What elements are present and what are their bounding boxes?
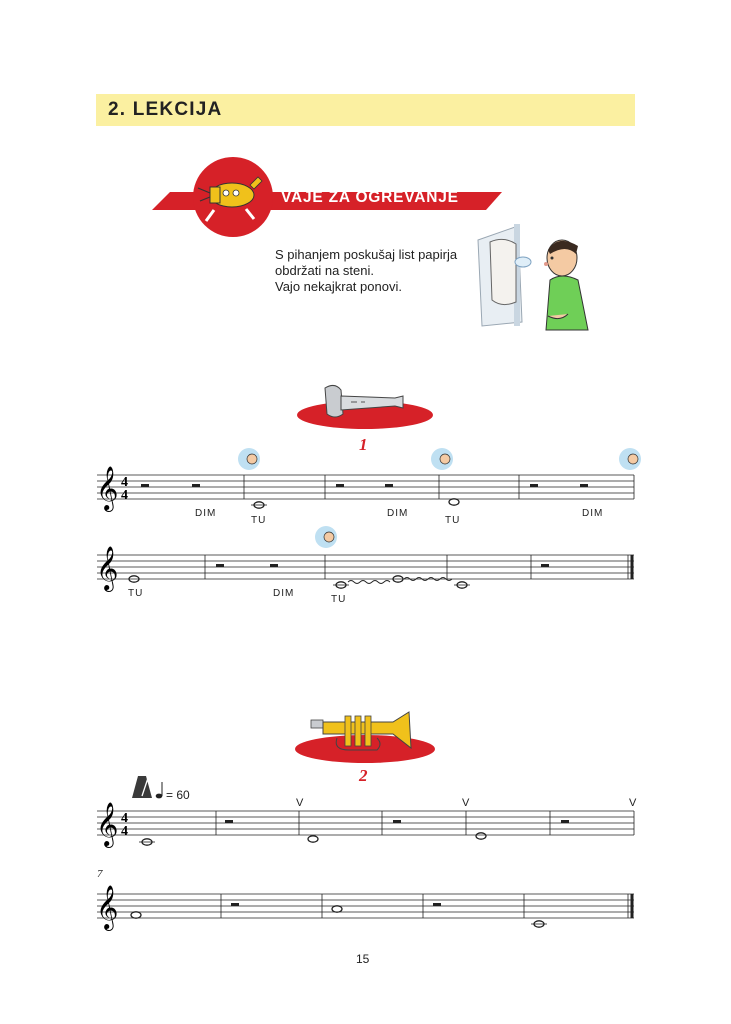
syllable-label: DIM (387, 508, 409, 519)
exercise-2-instrument (293, 708, 438, 764)
syllable-label: DIM (195, 508, 217, 519)
syllable-label: TU (331, 594, 347, 605)
tempo-value: = 60 (166, 788, 190, 802)
syllable-label: TU (445, 515, 461, 526)
syllable-label: TU (251, 515, 267, 526)
rests (216, 564, 549, 567)
exercise-1-score (0, 440, 731, 610)
syllable-label: DIM (273, 588, 295, 599)
treble-clef: 𝄞 (96, 802, 119, 846)
breathing-face-icon (315, 526, 337, 548)
measure-number: 7 (97, 868, 103, 880)
exercise-1-number: 1 (359, 435, 368, 454)
breathing-face-icon (238, 448, 641, 470)
svg-text:4: 4 (121, 488, 128, 503)
quarter-note-icon (156, 782, 163, 798)
staff-4 (96, 885, 634, 931)
exercise-2-score (0, 800, 731, 935)
page-number: 15 (356, 952, 370, 966)
exercise-2-number: 2 (359, 766, 368, 785)
instruction-line: Vajo nekajkrat ponovi. (275, 279, 402, 294)
time-signature (121, 811, 128, 839)
instruction-line: obdržati na steni. (275, 263, 375, 278)
whole-notes (251, 499, 459, 508)
lesson-title: 2. LEKCIJA (108, 99, 223, 120)
svg-text:4: 4 (121, 811, 128, 826)
syllable-label: DIM (582, 508, 604, 519)
rests (141, 484, 588, 487)
staff-3 (96, 802, 634, 848)
breath-mark: V (296, 797, 304, 809)
staff-1 (96, 448, 641, 512)
time-signature (121, 475, 128, 503)
whole-notes (131, 906, 547, 927)
breath-mark: V (629, 797, 637, 809)
svg-text:4: 4 (121, 824, 128, 839)
staff-2 (96, 526, 634, 592)
metronome-icon (132, 776, 152, 798)
instruction-line: S pihanjem poskušaj list papirja (275, 247, 458, 262)
rests (225, 820, 569, 823)
breath-mark: V (462, 797, 470, 809)
warmup-instructions (275, 247, 457, 295)
treble-clef: 𝄞 (96, 466, 119, 510)
treble-clef: 𝄞 (96, 546, 119, 590)
tempo-marking (128, 772, 166, 802)
treble-clef: 𝄞 (96, 885, 119, 929)
boy-blowing-paper-illustration (470, 222, 595, 332)
exercise-1-instrument (295, 378, 435, 430)
svg-text:4: 4 (121, 475, 128, 490)
warmup-label: VAJE ZA OGREVANJE (281, 189, 459, 206)
syllable-label: TU (128, 588, 144, 599)
